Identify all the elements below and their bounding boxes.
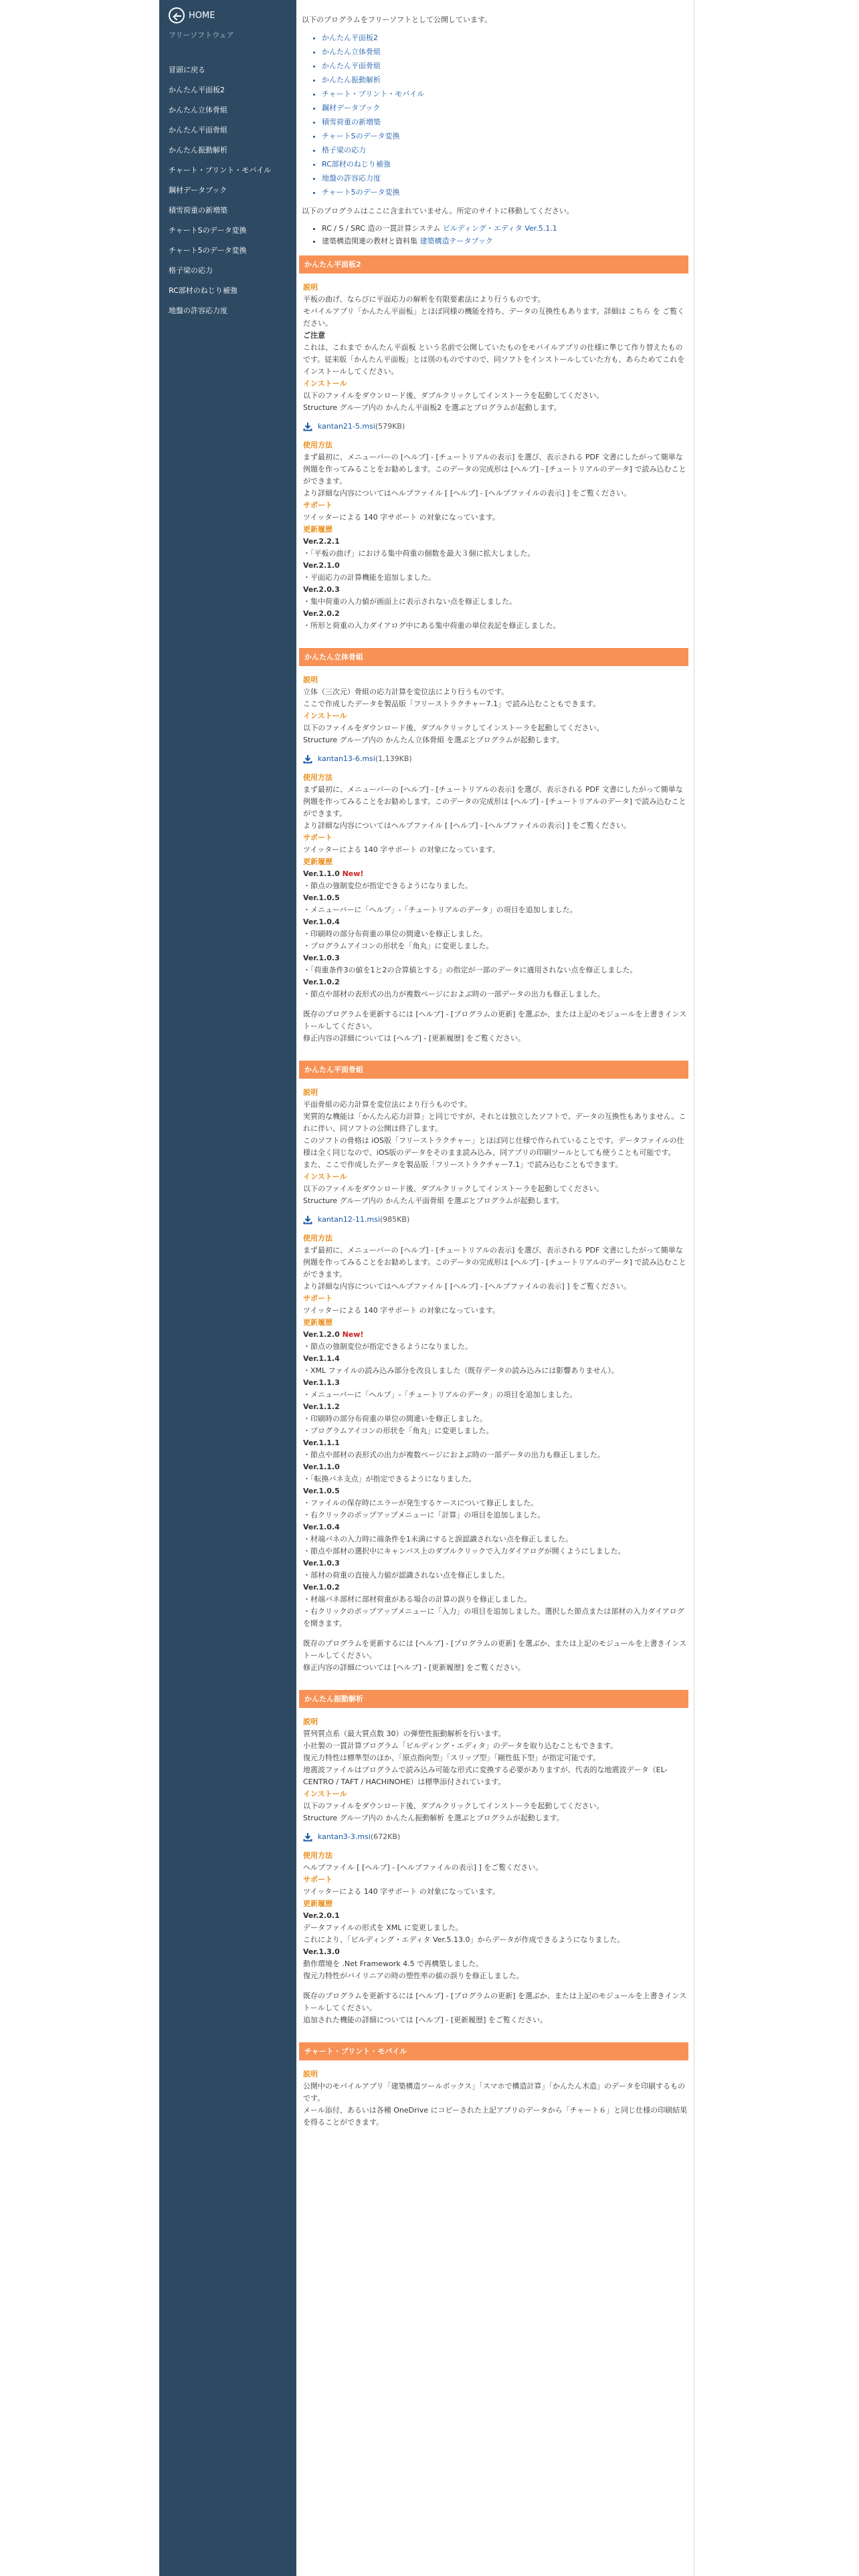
section-text: データファイルの形式を XML に変更しました。: [303, 1923, 463, 1932]
sidebar-item[interactable]: 冒頭に戻る: [169, 66, 205, 74]
version-label: Ver.2.0.1: [303, 1911, 340, 1920]
section-text: ・「転換バネ支点」が指定できるようになりました。: [303, 1475, 476, 1483]
other-program-text: 建築構造関連の教材と資料集: [322, 237, 420, 245]
new-badge: New!: [342, 1330, 364, 1339]
other-program-link[interactable]: 建築構造テータブック: [419, 237, 493, 245]
section-spacer: [296, 2026, 694, 2042]
download-link[interactable]: kantan3-3.msi: [318, 1832, 371, 1841]
section-subheading: インストール: [303, 712, 347, 720]
section-spacer: [296, 1674, 694, 1690]
home-label: HOME: [189, 10, 215, 21]
section-subheading: 説明: [303, 283, 318, 292]
section-text: 既存のプログラムを更新するには [ヘルプ] - [プログラムの更新] を選ぶか、または上記のモジュールを上書きインストールしてください。: [303, 1639, 687, 1660]
version-label: Ver.1.1.1: [303, 1438, 340, 1447]
section-subheading: 更新履歴: [303, 1899, 332, 1908]
section-subheading: サポート: [303, 833, 332, 842]
section-text: ツイッターによる 140 字サポート の対象になっています。: [303, 1887, 500, 1896]
section-text: 動作環境を .Net Framework 4.5 で再構築しました。: [303, 1959, 484, 1968]
section-body: [296, 1079, 694, 1674]
version-label: Ver.1.1.4: [303, 1354, 340, 1363]
download-icon: [303, 1215, 312, 1224]
section-text: ツイッターによる 140 字サポート の対象になっています。: [303, 513, 500, 522]
program-link[interactable]: • かんたん平面板2: [322, 31, 694, 45]
section-text: ・印刷時の部分布荷重の単位の間違いを修正しました。: [303, 930, 487, 938]
other-program-item: [322, 222, 694, 235]
section-header: かんたん立体骨組: [299, 648, 688, 666]
section-text: より詳細な内容についてはヘルプファイル [ [ヘルプ] - [ヘルプファイルの表示] ] をご覧ください。: [303, 821, 632, 830]
sidebar-item[interactable]: RC部材のねじり補強: [169, 286, 237, 295]
section-subheading: インストール: [303, 1172, 347, 1181]
download-link[interactable]: kantan21-5.msi: [318, 422, 375, 431]
home-link[interactable]: [159, 0, 296, 24]
section-text: より詳細な内容についてはヘルプファイル [ [ヘルプ] - [ヘルプファイルの表示] ] をご覧ください。: [303, 1282, 632, 1291]
section-header: かんたん平面板2: [299, 255, 688, 274]
other-program-list: [296, 222, 694, 247]
other-programs-text: 以下のプログラムはここに含まれていません。所定のサイトに移動してください。: [302, 207, 574, 215]
version-label: Ver.2.0.3: [303, 585, 340, 594]
version-label: Ver.1.1.0 New!: [303, 869, 364, 878]
section-header: かんたん平面骨組: [299, 1061, 688, 1079]
sidebar-item[interactable]: 積雪荷重の新増築: [169, 206, 227, 215]
other-program-text: RC / S / SRC 造の一貫計算システム: [322, 224, 443, 233]
section-text: このソフトの骨格は iOS版「フリーストラクチャー」とほぼ同じ仕様で作られていることです。データファイルの仕様は全く同じなので、iOS版のデータをそのまま読み込み、同アプリの印刷ツールとしても使うことも可能です。: [303, 1136, 684, 1157]
section-text: ・メニューバーに「ヘルプ」-「チュートリアルのデータ」の項目を追加しました。: [303, 1390, 577, 1399]
section-text: 質列質点系（最大質点数 30）の弾塑性振動解析を行います。: [303, 1729, 506, 1738]
program-link[interactable]: • かんたん立体骨組: [322, 45, 694, 59]
version-label: Ver.1.0.2: [303, 978, 340, 986]
version-label: Ver.1.0.3: [303, 954, 340, 962]
section-text: 実質的な機能は「かんたん応力計算」と同じですが、それとは独立したソフトで、データの互換性もありません。これに伴い、同ソフトの公開は終了します。: [303, 1112, 686, 1133]
section-text: ・節点や部材の表形式の出力が複数ページにおよぶ時の一部データの出力も修正しました。: [303, 990, 605, 998]
section-text: Structure グループ内の かんたん平面骨組 を選ぶとプログラムが起動します。: [303, 1196, 564, 1205]
section-text: 修正内容の詳細については [ヘルプ] - [更新履歴] をご覧ください。: [303, 1034, 525, 1043]
version-label: Ver.2.2.1: [303, 537, 340, 546]
program-link[interactable]: • RC部材のねじり補強: [322, 157, 694, 171]
version-label: Ver.1.1.3: [303, 1378, 340, 1387]
section-text: ・プログラムアイコンの形状を「角丸」に変更しました。: [303, 1426, 494, 1435]
section-body: [296, 1708, 694, 2026]
sidebar-item[interactable]: 格子梁の応力: [169, 266, 213, 275]
section-text: ・節点や部材の表形式の出力が複数ページにおよぶ時の一部データの出力も修正しました。: [303, 1451, 605, 1459]
section-subheading: インストール: [303, 1790, 347, 1798]
file-size: (1,139KB): [375, 754, 412, 763]
section-text: 平面骨組の応力計算を変位法により行うものです。: [303, 1100, 472, 1109]
section-text: まず最初に、メニューバーの [ヘルプ] - [チュートリアルの表示] を選び、表示される PDF 文書にしたがって簡単な例題を作ってみることをお勧めします。このデータの完成形は [ヘルプ] - [チュートリアルのデータ] で読み込むことができます。: [303, 453, 686, 486]
section-text: 立体（三次元）骨組の応力計算を変位法により行うものです。: [303, 687, 509, 696]
section-text: ・材端バネ部材に部材荷重がある場合の計算の誤りを修正しました。: [303, 1595, 531, 1604]
version-label: Ver.1.1.0: [303, 1463, 340, 1471]
version-label: Ver.1.0.3: [303, 1559, 340, 1568]
section-text: 修正内容の詳細については [ヘルプ] - [更新履歴] をご覧ください。: [303, 1663, 525, 1672]
section-text: 既存のプログラムを更新するには [ヘルプ] - [プログラムの更新] を選ぶか、または上記のモジュールを上書きインストールしてください。: [303, 1992, 687, 2012]
file-size: (985KB): [379, 1215, 410, 1224]
section-subheading: 説明: [303, 1717, 318, 1726]
section-text: ・部材の荷重の直接入力値が認識されない点を修正しました。: [303, 1571, 509, 1580]
section-header: チャート・プリント・モバイル: [299, 2042, 688, 2060]
section-text: まず最初に、メニューバーの [ヘルプ] - [チュートリアルの表示] を選び、表示される PDF 文書にしたがって簡単な例題を作ってみることをお勧めします。このデータの完成形は [ヘルプ] - [チュートリアルのデータ] で読み込むことができます。: [303, 785, 686, 818]
sidebar: [159, 0, 296, 2576]
program-link-list: [296, 31, 694, 199]
section-text: 以下のファイルをダウンロード後、ダブルクリックしてインストーラを起動してください。: [303, 391, 604, 400]
intro-text: 以下のプログラムをフリーソフトとして公開しています。: [302, 15, 492, 24]
section-text: ・「平板の曲げ」における集中荷重の個数を最大３個に拡大しました。: [303, 549, 535, 558]
main-content: [296, 0, 694, 2576]
section-spacer: [296, 1045, 694, 1061]
section-text: ・平面応力の計算機能を追加しました。: [303, 573, 436, 582]
version-label: Ver.2.1.0: [303, 561, 340, 570]
program-link[interactable]: • かんたん平面骨組: [322, 59, 694, 73]
download-icon: [303, 1832, 312, 1842]
section-text: ツイッターによる 140 字サポート の対象になっています。: [303, 1306, 500, 1315]
section-text: 既存のプログラムを更新するには [ヘルプ] - [プログラムの更新] を選ぶか、または上記のモジュールを上書きインストールしてください。: [303, 1010, 687, 1031]
download-row[interactable]: [303, 1824, 688, 1850]
section-text: ・右クリックのポップアップメニューに「入力」の項目を追加しました。選択した節点または部材の入力ダイアログを開きます。: [303, 1607, 684, 1628]
section-text: ・節点の強制変位が指定できるようになりました。: [303, 1342, 472, 1351]
section-spacer: [296, 632, 694, 648]
section-text: 以下のファイルをダウンロード後、ダブルクリックしてインストーラを起動してください。: [303, 724, 604, 732]
sidebar-item[interactable]: チャート5のデータ変換: [169, 246, 247, 255]
download-link[interactable]: kantan13-6.msi: [318, 754, 375, 763]
sidebar-item[interactable]: 地盤の許容応力度: [169, 306, 227, 315]
back-arrow-icon: [169, 7, 185, 23]
section-text: ヘルプファイル [ [ヘルプ] - [ヘルプファイルの表示] ] をご覧ください。: [303, 1863, 543, 1872]
version-label: Ver.1.3.0: [303, 1947, 340, 1956]
section-subheading: 説明: [303, 1088, 318, 1097]
section-body: [296, 666, 694, 1045]
section-text: ・材端バネの入力時に端条件を1未満にすると誤認識されない点を修正しました。: [303, 1535, 573, 1543]
section-text: 小社製の一貫計算プログラム「ビルディング・エディタ」のデータを取り込むこともできます。: [303, 1741, 618, 1750]
section-text: Structure グループ内の かんたん平面板2 を選ぶとプログラムが起動します。: [303, 403, 561, 412]
section-subheading: 更新履歴: [303, 525, 332, 534]
version-label: Ver.2.0.2: [303, 609, 340, 618]
section-subheading: サポート: [303, 1294, 332, 1303]
section-text: 地震波ファイルはプログラムで読み込み可能な形式に変換する必要がありますが、代表的な地震波データ（EL-CENTRO / TAFT / HACHINOHE）は標準添付されています。: [303, 1765, 668, 1786]
section-text: ・「荷重条件3の値を1と2の合算値とする」の指定が一部のデータに適用されない点を修正しました。: [303, 966, 638, 974]
section-subheading: 使用方法: [303, 1851, 332, 1860]
section-text: より詳細な内容についてはヘルプファイル [ [ヘルプ] - [ヘルプファイルの表示] ] をご覧ください。: [303, 489, 632, 498]
section-text: ・ファイルの保存時にエラーが発生するケースについて修正しました。: [303, 1499, 539, 1507]
version-label: Ver.1.0.2: [303, 1583, 340, 1592]
section-subheading: 説明: [303, 675, 318, 684]
sidebar-item[interactable]: かんたん平面板2: [169, 86, 225, 94]
section-text: ・集中荷重の入力値が画面上に表示されない点を修正しました。: [303, 597, 516, 606]
version-label: ご注意: [303, 331, 325, 340]
sidebar-subtitle: フリーソフトウェア: [169, 31, 234, 39]
sidebar-item[interactable]: かんたん振動解析: [169, 146, 227, 154]
sidebar-item[interactable]: かんたん平面骨組: [169, 126, 227, 134]
program-link[interactable]: • かんたん振動解析: [322, 73, 694, 87]
program-link[interactable]: • チャート5のデータ変換: [322, 185, 694, 199]
section-body: [296, 274, 694, 632]
spacer: [303, 1630, 688, 1638]
section-text: ・プログラムアイコンの形状を「角丸」に変更しました。: [303, 942, 494, 950]
version-label: Ver.1.0.5: [303, 1487, 340, 1495]
section-text: これは、これまで かんたん平面板 という名前で公開していたものをモバイルアプリの仕様に準じて作り替えたものです。従来版「かんたん平面板」とは別のものですので、同ソフトをインストールしていた方も、あらためてこれをインストールしてください。: [303, 343, 685, 376]
program-link[interactable]: • チャート・プリント・モバイル: [322, 87, 694, 101]
other-program-item: [322, 235, 694, 247]
section-subheading: 説明: [303, 2070, 318, 2078]
section-text: メール添付、あるいは各種 OneDrive にコピーされた上記アプリのデータから「チャート６」と同じ仕様の印刷結果を得ることができます。: [303, 2106, 688, 2127]
program-link[interactable]: • チャートSのデータ変換: [322, 129, 694, 143]
download-row[interactable]: [303, 1207, 688, 1232]
section-subheading: サポート: [303, 1875, 332, 1884]
download-row[interactable]: [303, 746, 688, 772]
version-label: Ver.1.0.4: [303, 1523, 340, 1531]
section-header: かんたん振動解析: [299, 1690, 688, 1708]
sidebar-item[interactable]: 鋼材データブック: [169, 186, 227, 195]
section-text: 以下のファイルをダウンロード後、ダブルクリックしてインストーラを起動してください。: [303, 1184, 604, 1193]
sidebar-item[interactable]: かんたん立体骨組: [169, 106, 227, 114]
new-badge: New!: [342, 869, 364, 878]
section-subheading: インストール: [303, 379, 347, 388]
section-text: 復元力特性は標準型のほか、「原点指向型」「スリップ型」「剛性低下型」が指定可能です。: [303, 1753, 601, 1762]
program-link[interactable]: • 積雪荷重の新増築: [322, 115, 694, 129]
section-text: これにより、「ビルディング・エディタ Ver.5.13.0」からデータが作成できるようになりました。: [303, 1935, 625, 1944]
download-icon: [303, 754, 312, 764]
download-link[interactable]: kantan12-11.msi: [318, 1215, 380, 1224]
section-text: ・節点や部材の選択中にキャンバス上のダブルクリックで入力ダイアログが開くようにしました。: [303, 1547, 626, 1555]
section-text: ・メニューバーに「ヘルプ」-「チュートリアルのデータ」の項目を追加しました。: [303, 905, 577, 914]
version-label: Ver.1.2.0 New!: [303, 1330, 364, 1339]
spacer: [303, 1000, 688, 1008]
version-label: Ver.1.0.5: [303, 893, 340, 902]
section-subheading: 使用方法: [303, 1234, 332, 1243]
sections: [296, 255, 694, 2129]
section-text: ・印刷時の部分布荷重の単位の間違いを修正しました。: [303, 1414, 487, 1423]
sidebar-item[interactable]: チャートSのデータ変換: [169, 226, 247, 235]
section-text: ・所形と荷重の入力ダイアログ中にある集中荷重の単位表記を修正しました。: [303, 621, 561, 630]
file-size: (672KB): [370, 1832, 401, 1841]
section-text: モバイルアプリ「かんたん平面板」とほぼ同様の機能を持ち、データの互換性もあります。詳細は こちら を ご覧ください。: [303, 307, 685, 328]
section-text: 追加された機能の詳細については [ヘルプ] - [更新履歴] をご覧ください。: [303, 2016, 547, 2024]
spacer: [303, 1982, 688, 1990]
program-link[interactable]: • 鋼材データブック: [322, 101, 694, 115]
version-label: Ver.1.1.2: [303, 1402, 340, 1411]
section-text: ・節点の強制変位が指定できるようになりました。: [303, 881, 472, 890]
section-text: ここで作成したデータを製品版「フリーストラクチャー7.1」で読み込むこともできます。: [303, 700, 601, 708]
section-text: ・XML ファイルの読み込み部分を改良しました（既存データの読み込みには影響ありません）。: [303, 1366, 619, 1375]
section-text: ツイッターによる 140 字サポート の対象になっています。: [303, 845, 500, 854]
section-text: Structure グループ内の かんたん立体骨組 を選ぶとプログラムが起動します。: [303, 736, 564, 744]
section-text: 公開中のモバイルアプリ「建築構造ツールボックス」「スマホで構造計算」「かんたん木造」のデータを印刷するものです。: [303, 2082, 686, 2103]
section-subheading: 使用方法: [303, 773, 332, 782]
section-text: 以下のファイルをダウンロード後、ダブルクリックしてインストーラを起動してください。: [303, 1802, 604, 1810]
section-text: また、ここで作成したデータを製品版「フリーストラクチャー7.1」で読み込むこともできます。: [303, 1160, 623, 1169]
section-text: Structure グループ内の かんたん振動解析 を選ぶとプログラムが起動します。: [303, 1814, 564, 1822]
section-text: ・右クリックのポップアップメニューに「計算」の項目を追加しました。: [303, 1511, 545, 1519]
version-label: Ver.1.0.4: [303, 918, 340, 926]
section-subheading: サポート: [303, 501, 332, 510]
download-row[interactable]: [303, 414, 688, 439]
section-text: まず最初に、メニューバーの [ヘルプ] - [チュートリアルの表示] を選び、表示される PDF 文書にしたがって簡単な例題を作ってみることをお勧めします。このデータの完成形は [ヘルプ] - [チュートリアルのデータ] で読み込むことができます。: [303, 1246, 686, 1279]
sidebar-item[interactable]: チャート・プリント・モバイル: [169, 166, 272, 175]
section-text: 復元力特性がバイリニアの時の塑性率の値の誤りを修正しました。: [303, 1971, 524, 1980]
section-subheading: 更新履歴: [303, 857, 332, 866]
section-body: [296, 2060, 694, 2129]
program-link[interactable]: • 格子梁の応力: [322, 143, 694, 157]
section-subheading: 使用方法: [303, 441, 332, 449]
section-subheading: 更新履歴: [303, 1318, 332, 1327]
file-size: (579KB): [375, 422, 405, 431]
download-icon: [303, 422, 312, 431]
other-program-link[interactable]: ビルディング・エディタ Ver.5.1.1: [442, 224, 557, 233]
section-text: 平板の曲げ、ならびに平面応力の解析を有限要素法により行うものです。: [303, 295, 545, 304]
program-link[interactable]: • 地盤の許容応力度: [322, 171, 694, 185]
sidebar-nav: [159, 60, 296, 321]
